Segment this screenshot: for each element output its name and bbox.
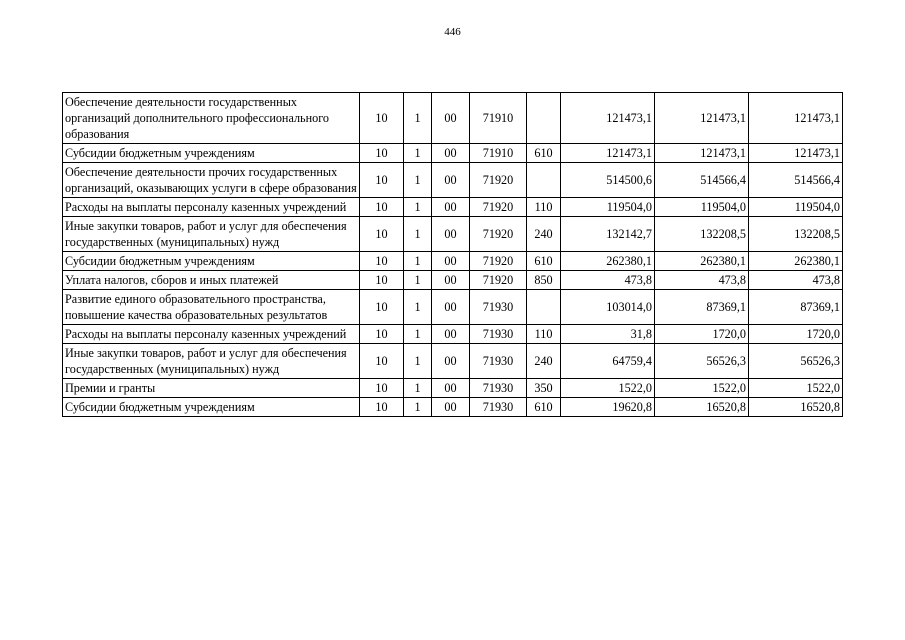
expense-type-cell [527,163,561,198]
target-article-cell: 71930 [470,379,527,398]
row-name-cell: Иные закупки товаров, работ и услуг для обеспечения государственных (муниципальных) нужд [63,217,360,252]
amount-year1-cell: 119504,0 [561,198,655,217]
program-code-cell: 00 [432,325,470,344]
row-name-cell: Обеспечение деятельности государственных организаций дополнительного профессионального образования [63,93,360,144]
expense-type-cell: 110 [527,325,561,344]
amount-year1-cell: 31,8 [561,325,655,344]
section-code-cell: 10 [360,144,404,163]
amount-year1-cell: 514500,6 [561,163,655,198]
program-code-cell: 00 [432,290,470,325]
expense-type-cell: 240 [527,217,561,252]
amount-year1-cell: 121473,1 [561,144,655,163]
amount-year3-cell: 1720,0 [749,325,843,344]
amount-year1-cell: 19620,8 [561,398,655,417]
section-code-cell: 10 [360,198,404,217]
expense-type-cell: 610 [527,252,561,271]
row-name-cell: Расходы на выплаты персоналу казенных учреждений [63,198,360,217]
page-number: 446 [444,26,461,38]
expense-type-cell: 610 [527,144,561,163]
amount-year3-cell: 87369,1 [749,290,843,325]
subsection-code-cell: 1 [404,398,432,417]
expense-type-cell [527,290,561,325]
table-row [63,93,843,144]
expense-type-cell: 240 [527,344,561,379]
subsection-code-cell: 1 [404,93,432,144]
amount-year2-cell: 87369,1 [655,290,749,325]
amount-year1-cell: 262380,1 [561,252,655,271]
target-article-cell: 71930 [470,344,527,379]
amount-year1-cell: 1522,0 [561,379,655,398]
subsection-code-cell: 1 [404,271,432,290]
amount-year3-cell: 473,8 [749,271,843,290]
budget-table [62,92,843,417]
target-article-cell: 71920 [470,252,527,271]
section-code-cell: 10 [360,271,404,290]
program-code-cell: 00 [432,379,470,398]
section-code-cell: 10 [360,290,404,325]
amount-year2-cell: 119504,0 [655,198,749,217]
target-article-cell: 71930 [470,398,527,417]
section-code-cell: 10 [360,163,404,198]
row-name-cell: Субсидии бюджетным учреждениям [63,398,360,417]
table-row [63,198,843,217]
amount-year3-cell: 56526,3 [749,344,843,379]
subsection-code-cell: 1 [404,252,432,271]
target-article-cell: 71910 [470,144,527,163]
row-name-cell: Субсидии бюджетным учреждениям [63,144,360,163]
amount-year2-cell: 56526,3 [655,344,749,379]
subsection-code-cell: 1 [404,290,432,325]
amount-year3-cell: 119504,0 [749,198,843,217]
expense-type-cell: 110 [527,198,561,217]
amount-year1-cell: 473,8 [561,271,655,290]
target-article-cell: 71910 [470,93,527,144]
section-code-cell: 10 [360,217,404,252]
section-code-cell: 10 [360,344,404,379]
subsection-code-cell: 1 [404,163,432,198]
amount-year1-cell: 64759,4 [561,344,655,379]
amount-year3-cell: 121473,1 [749,93,843,144]
subsection-code-cell: 1 [404,198,432,217]
program-code-cell: 00 [432,163,470,198]
table-row [63,271,843,290]
expense-type-cell: 850 [527,271,561,290]
subsection-code-cell: 1 [404,344,432,379]
subsection-code-cell: 1 [404,379,432,398]
row-name-cell: Расходы на выплаты персоналу казенных учреждений [63,325,360,344]
program-code-cell: 00 [432,271,470,290]
section-code-cell: 10 [360,93,404,144]
amount-year2-cell: 16520,8 [655,398,749,417]
program-code-cell: 00 [432,144,470,163]
target-article-cell: 71930 [470,290,527,325]
amount-year2-cell: 473,8 [655,271,749,290]
amount-year3-cell: 121473,1 [749,144,843,163]
expense-type-cell: 610 [527,398,561,417]
amount-year1-cell: 103014,0 [561,290,655,325]
amount-year2-cell: 262380,1 [655,252,749,271]
section-code-cell: 10 [360,398,404,417]
table-row [63,252,843,271]
amount-year3-cell: 1522,0 [749,379,843,398]
amount-year2-cell: 121473,1 [655,93,749,144]
amount-year2-cell: 1522,0 [655,379,749,398]
amount-year3-cell: 514566,4 [749,163,843,198]
target-article-cell: 71920 [470,217,527,252]
table-row [63,398,843,417]
table-row [63,144,843,163]
program-code-cell: 00 [432,252,470,271]
table-row [63,163,843,198]
amount-year3-cell: 132208,5 [749,217,843,252]
expense-type-cell: 350 [527,379,561,398]
amount-year2-cell: 132208,5 [655,217,749,252]
amount-year3-cell: 16520,8 [749,398,843,417]
row-name-cell: Премии и гранты [63,379,360,398]
row-name-cell: Уплата налогов, сборов и иных платежей [63,271,360,290]
section-code-cell: 10 [360,252,404,271]
section-code-cell: 10 [360,379,404,398]
row-name-cell: Обеспечение деятельности прочих государственных организаций, оказывающих услуги в сфере образования [63,163,360,198]
amount-year2-cell: 121473,1 [655,144,749,163]
target-article-cell: 71920 [470,198,527,217]
amount-year2-cell: 514566,4 [655,163,749,198]
amount-year1-cell: 121473,1 [561,93,655,144]
expense-type-cell [527,93,561,144]
target-article-cell: 71920 [470,271,527,290]
amount-year2-cell: 1720,0 [655,325,749,344]
row-name-cell: Субсидии бюджетным учреждениям [63,252,360,271]
subsection-code-cell: 1 [404,325,432,344]
program-code-cell: 00 [432,217,470,252]
program-code-cell: 00 [432,198,470,217]
table-row [63,379,843,398]
target-article-cell: 71930 [470,325,527,344]
table-row [63,217,843,252]
row-name-cell: Развитие единого образовательного пространства, повышение качества образовательных результатов [63,290,360,325]
row-name-cell: Иные закупки товаров, работ и услуг для обеспечения государственных (муниципальных) нужд [63,344,360,379]
table-body [63,93,843,417]
table-row [63,290,843,325]
amount-year1-cell: 132142,7 [561,217,655,252]
program-code-cell: 00 [432,344,470,379]
amount-year3-cell: 262380,1 [749,252,843,271]
program-code-cell: 00 [432,93,470,144]
program-code-cell: 00 [432,398,470,417]
section-code-cell: 10 [360,325,404,344]
subsection-code-cell: 1 [404,144,432,163]
table-row [63,325,843,344]
table-row [63,344,843,379]
subsection-code-cell: 1 [404,217,432,252]
target-article-cell: 71920 [470,163,527,198]
